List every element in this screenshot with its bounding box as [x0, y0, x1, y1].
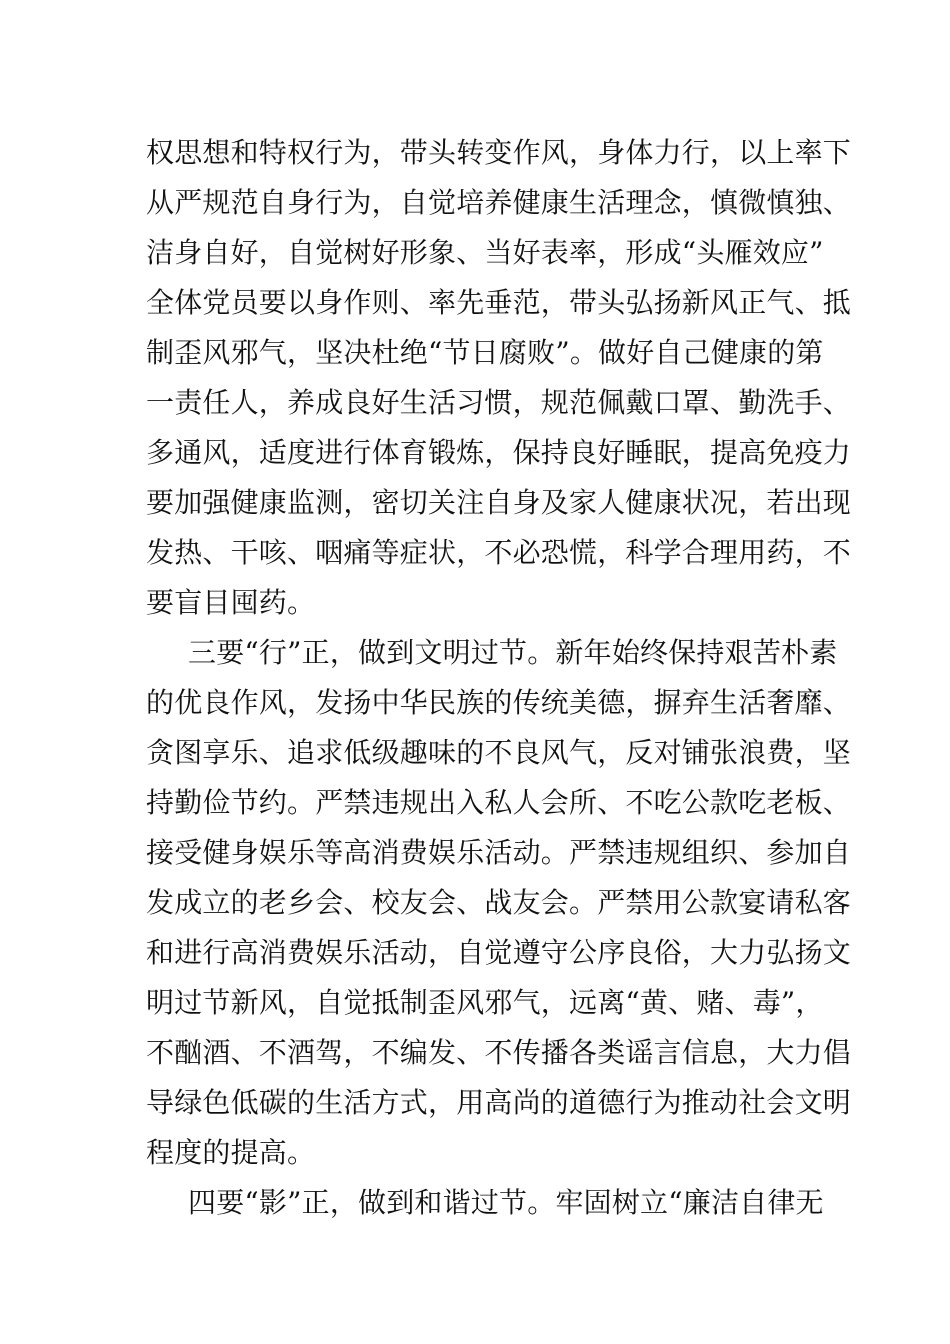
- text-line: 一责任人，养成良好生活习惯，规范佩戴口罩、勤洗手、: [146, 386, 852, 419]
- text-line: 权思想和特权行为，带头转变作风，身体力行，以上率下: [146, 136, 852, 169]
- text-line: 发热、干咳、咽痛等症状，不必恐慌，科学合理用药，不: [146, 536, 852, 569]
- text-line: 接受健身娱乐等高消费娱乐活动。严禁违规组织、参加自: [146, 836, 852, 869]
- text-line: 从严规范自身行为，自觉培养健康生活理念，慎微慎独、: [146, 186, 852, 219]
- text-line: 要盲目囤药。: [146, 586, 316, 619]
- paragraph-start-line: 三要“行”正，做到文明过节。新年始终保持艰苦朴素: [188, 636, 838, 669]
- text-line: 明过节新风，自觉抵制歪风邪气，远离“黄、赌、毒”，: [146, 986, 824, 1019]
- text-line: 多通风，适度进行体育锻炼，保持良好睡眠，提高免疫力: [146, 436, 852, 469]
- text-line: 导绿色低碳的生活方式，用高尚的道德行为推动社会文明: [146, 1086, 852, 1119]
- paragraph-start-line: 四要“影”正，做到和谐过节。牢固树立“廉洁自律无: [188, 1186, 824, 1219]
- text-line: 制歪风邪气，坚决杜绝“节日腐败”。做好自己健康的第: [146, 336, 824, 369]
- text-line: 贪图享乐、追求低级趣味的不良风气，反对铺张浪费，坚: [146, 736, 852, 769]
- text-line: 发成立的老乡会、校友会、战友会。严禁用公款宴请私客: [146, 886, 852, 919]
- text-line: 洁身自好，自觉树好形象、当好表率，形成“头雁效应”: [146, 236, 824, 269]
- text-line: 不酗酒、不酒驾，不编发、不传播各类谣言信息，大力倡: [146, 1036, 852, 1069]
- body-text: [146, 128, 852, 1228]
- text-line: 要加强健康监测，密切关注自身及家人健康状况，若出现: [146, 486, 852, 519]
- text-line: 程度的提高。: [146, 1136, 316, 1169]
- text-line: 和进行高消费娱乐活动，自觉遵守公序良俗，大力弘扬文: [146, 936, 852, 969]
- text-line: 全体党员要以身作则、率先垂范，带头弘扬新风正气、抵: [146, 286, 852, 319]
- text-line: 的优良作风，发扬中华民族的传统美德，摒弃生活奢靡、: [146, 686, 852, 719]
- text-line: 持勤俭节约。严禁违规出入私人会所、不吃公款吃老板、: [146, 786, 852, 819]
